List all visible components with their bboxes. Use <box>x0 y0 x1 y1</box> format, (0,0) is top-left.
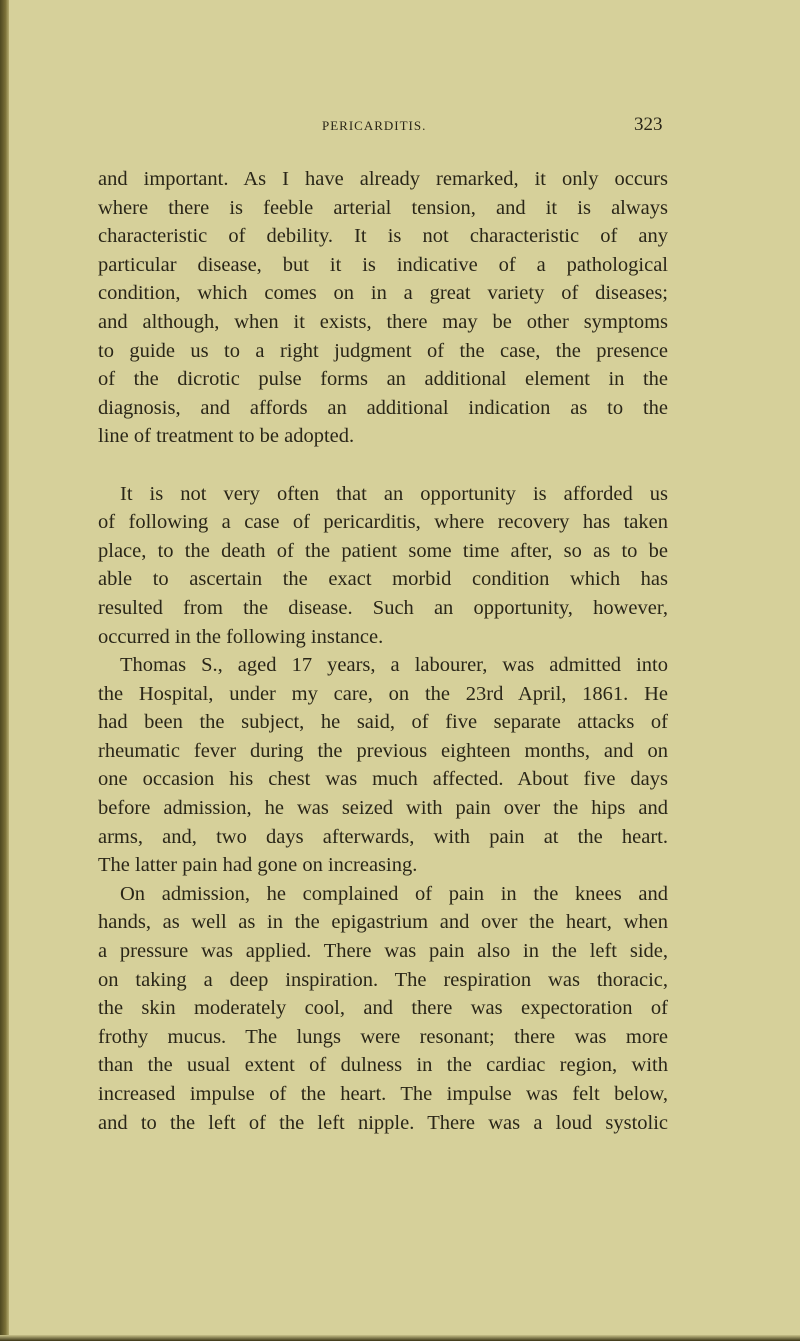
text-line: had been the subject, he said, of five separate attacks of <box>98 711 668 734</box>
text-line: where there is feeble arterial tension, and it is always <box>98 196 668 219</box>
running-title: PERICARDITIS. <box>322 118 427 133</box>
paragraph-gap <box>98 451 668 480</box>
text-line: resulted from the disease. Such an opportunity, however, <box>98 596 668 619</box>
text-line: a pressure was applied. There was pain also in the left side, <box>98 940 668 963</box>
text-line: and although, when it exists, there may be other symptoms <box>98 310 668 333</box>
text-line: diagnosis, and affords an additional indication as to the <box>98 396 668 419</box>
text-line: frothy mucus. The lungs were resonant; there was more <box>98 1025 668 1048</box>
text-line: condition, which comes on in a great variety of diseases; <box>98 282 668 305</box>
text-line: arms, and, two days afterwards, with pain at the heart. <box>98 825 668 848</box>
text-line: one occasion his chest was much affected. About five days <box>98 768 668 791</box>
page-number: 323 <box>634 114 663 135</box>
text-line: before admission, he was seized with pain over the hips and <box>98 797 668 820</box>
text-line: On admission, he complained of pain in the knees and <box>120 882 668 905</box>
text-line: the Hospital, under my care, on the 23rd April, 1861. He <box>98 682 668 705</box>
page-bottom-edge <box>0 1335 800 1341</box>
text-line: on taking a deep inspiration. The respiration was thoracic, <box>98 968 668 991</box>
text-line: The latter pain had gone on increasing. <box>98 854 418 877</box>
text-line: characteristic of debility. It is not characteristic of any <box>98 225 668 248</box>
text-line: hands, as well as in the epigastrium and over the heart, when <box>98 911 668 934</box>
text-line: and important. As I have already remarked, it only occurs <box>98 168 668 190</box>
page-body <box>98 165 668 1137</box>
text-line: of the dicrotic pulse forms an additional element in the <box>98 368 668 391</box>
text-line: to guide us to a right judgment of the case, the presence <box>98 339 668 362</box>
text-line: the skin moderately cool, and there was expectoration of <box>98 997 668 1020</box>
text-line: It is not very often that an opportunity is afforded us <box>120 482 668 505</box>
text-line: increased impulse of the heart. The impulse was felt below, <box>98 1083 668 1105</box>
text-line: occurred in the following instance. <box>98 625 384 648</box>
text-line: than the usual extent of dulness in the cardiac region, with <box>98 1054 668 1077</box>
text-line: particular disease, but it is indicative of a pathological <box>98 253 668 276</box>
text-line: rheumatic fever during the previous eighteen months, and on <box>98 739 668 762</box>
text-line: and to the left of the left nipple. There was a loud systolic <box>98 1111 668 1134</box>
text-line: Thomas S., aged 17 years, a labourer, was admitted into <box>120 654 668 677</box>
text-line: place, to the death of the patient some time after, so as to be <box>98 539 668 562</box>
text-line: able to ascertain the exact morbid condition which has <box>98 568 668 591</box>
text-line: of following a case of pericarditis, where recovery has taken <box>98 511 668 534</box>
book-spine-edge <box>0 0 9 1341</box>
text-line: line of treatment to be adopted. <box>98 425 355 448</box>
